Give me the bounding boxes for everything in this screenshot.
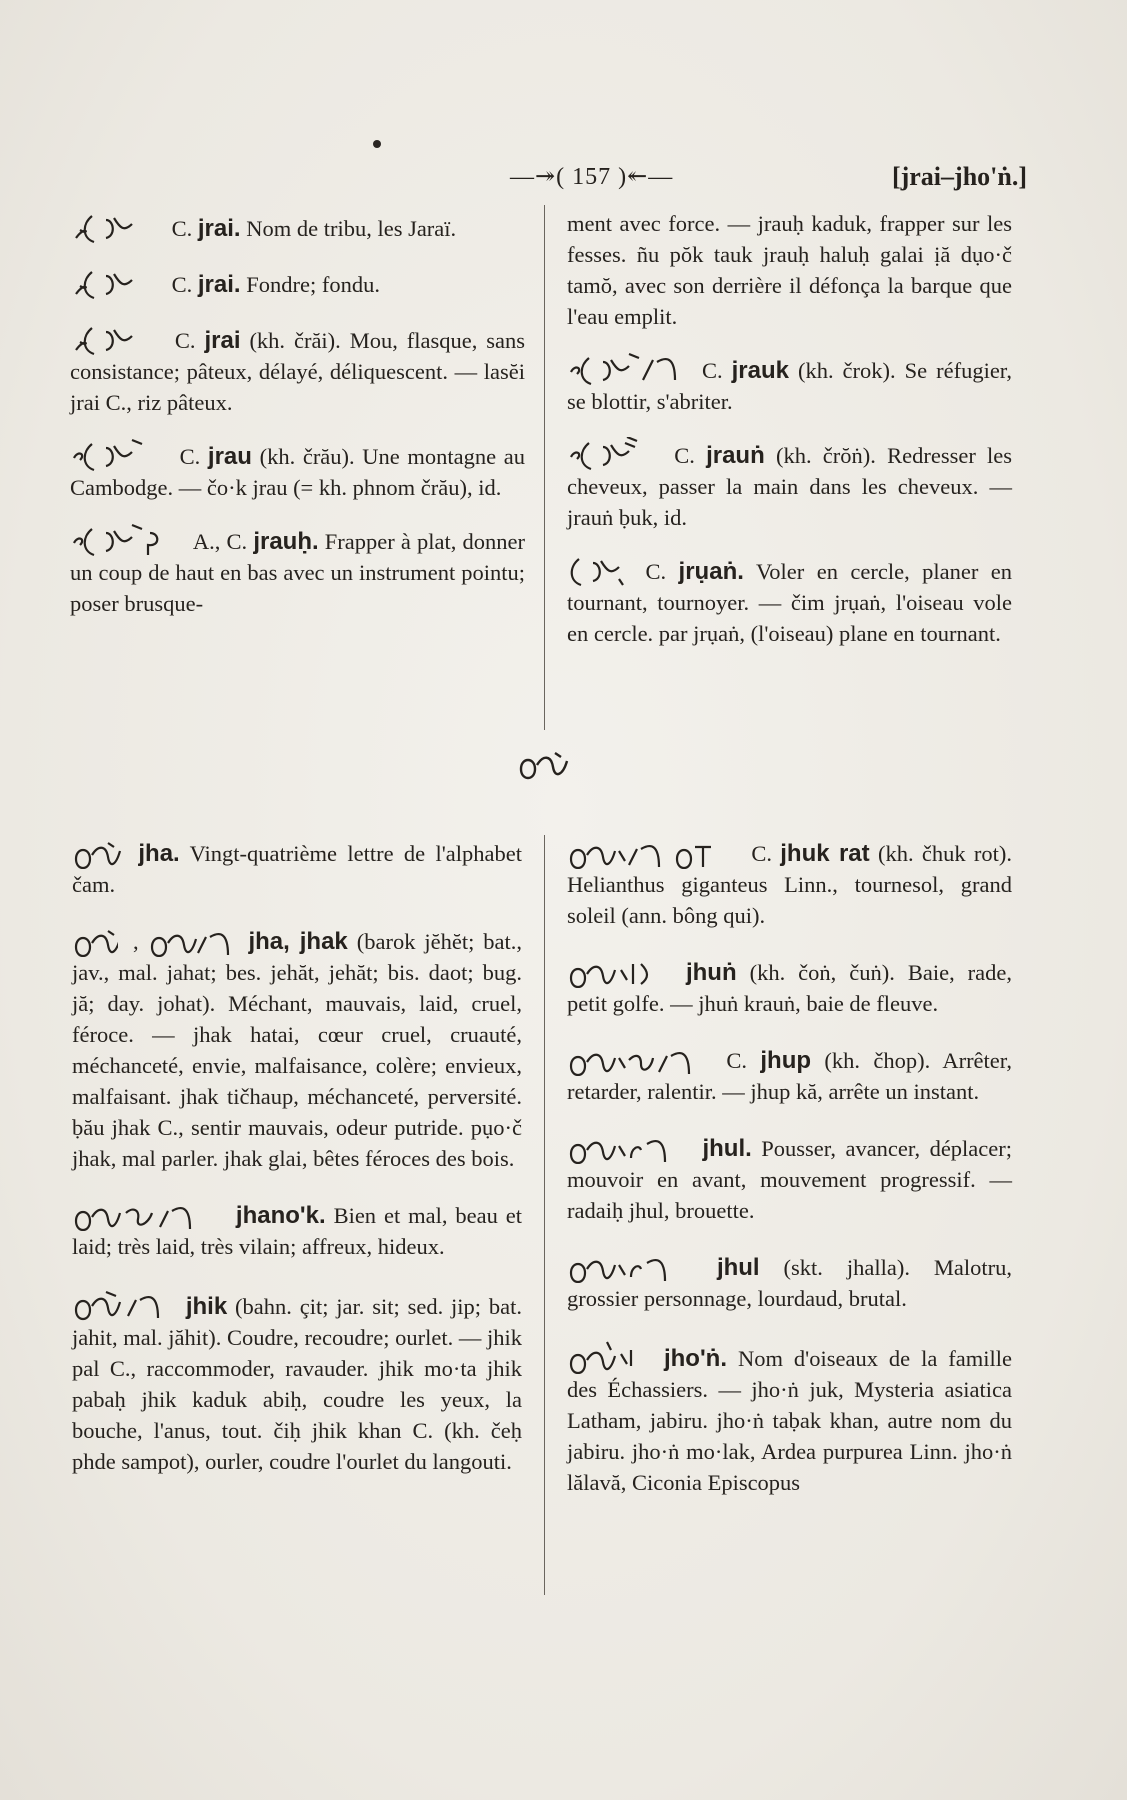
headword: jhul.	[702, 1135, 752, 1162]
definition: (kh. črău). Une montagne au Cambodge. — čo·k jrau (= kh. phnom črău), id.	[70, 444, 526, 500]
definition: (kh. črŏṅ). Redresser les cheveux, passer la main dans les cheveux. — jrauṅ ḅuk, id.	[567, 443, 1013, 530]
cham-script-glyph	[72, 1201, 222, 1231]
section-separator-glyph	[515, 745, 575, 785]
column-rule-bottom	[544, 835, 545, 1595]
cham-script-glyph	[567, 1253, 687, 1283]
cham-script-glyph	[567, 839, 737, 869]
definition: Pousser, avancer, déplacer; mouvoir en avant, mouvement progressif. — radaiḥ jhul, brouette.	[567, 1136, 1013, 1223]
entry	[567, 1045, 1012, 1107]
entry	[70, 210, 525, 244]
entry	[70, 438, 525, 503]
headword: jha, jhak	[248, 928, 348, 955]
entry	[567, 352, 1012, 417]
entry	[567, 838, 1012, 931]
entry	[72, 1200, 522, 1262]
entry	[70, 266, 525, 300]
column-bottom-right	[567, 838, 1012, 1524]
definition: (kh. čhuk rot). Helianthus giganteus Linn., tournesol, grand soleil (ann. bông qui).	[567, 841, 1013, 928]
headword: jrai	[204, 327, 241, 354]
origin: C.	[179, 444, 201, 469]
cham-script-glyph	[72, 1288, 172, 1322]
headword: jhik	[185, 1293, 228, 1320]
entry	[72, 1288, 522, 1477]
cham-script-glyph	[567, 1340, 647, 1374]
origin: C.	[171, 216, 193, 241]
definition: (bahn. çit; jar. sit; sed. jip; bat. jahit, mal. jăhit). Coudre, recoudre; ourlet. — jhik pal C., raccommoder, ravauder. jhik mo·ta jhik pabaḥ jhik kaduk abiḥ, coudre les yeux, la bouche, l'anus, tout. čiḥ jhik khan C. (kh. čeḥ phde sampot), ourler, coudre l'ourlet du langouti.	[72, 1294, 523, 1474]
definition: (kh. črok). Se réfugier, se blottir, s'abriter.	[567, 358, 1013, 414]
definition: ment avec force. — jrauḥ kaduk, frapper sur les fesses. ñu pŏk tauk jrauḥ haluḥ galai ịă dụo·č tamŏ, avec son derrière il défonça la barque que l'eau emplit.	[567, 211, 1012, 329]
entry	[72, 838, 522, 900]
cham-script-glyph	[70, 322, 160, 356]
ink-speck	[373, 140, 381, 148]
origin: C.	[726, 1048, 747, 1073]
cham-script-glyph	[567, 553, 627, 587]
headword: jrauk	[731, 357, 789, 384]
entry	[567, 1340, 1012, 1498]
definition: (skt. jhalla). Malotru, grossier personnage, lourdaud, brutal.	[567, 1255, 1012, 1311]
definition: Bien et mal, beau et laid; très laid, très vilain; affreux, hideux.	[72, 1203, 523, 1259]
headword: jhuk rat	[780, 840, 870, 867]
definition: (kh. čhop). Arrêter, retarder, ralentir. — jhup kă, arrête un instant.	[567, 1048, 1012, 1104]
origin: C.	[645, 559, 667, 584]
definition: Frapper à plat, donner un coup de haut en bas avec un instrument pointu; poser brusque-	[70, 529, 526, 616]
headword: jrụaṅ.	[678, 558, 744, 585]
cham-script-glyph	[70, 210, 160, 244]
origin: C.	[701, 358, 723, 383]
headword: jrau	[207, 443, 252, 470]
entry	[70, 523, 525, 619]
definition: (barok jĕhĕt; bat., jav., mal. jahat; bes. jehăt, jehăt; bis. daot; bug. jă; day. johat). Méchant, mauvais, laid, cruel, féroce. — jhak hatai, cœur cruel, cruauté, méchanceté, envie, malfaisance, colère; envieux, malfaisant. jhak tičhaup, méchanceté, perversité. ḅău jhak C., sentir mauvais, odeur putride. pụo·č jhak, mal parler. jhak glai, bêtes féroces des bois.	[72, 929, 523, 1171]
cham-script-glyph	[72, 927, 118, 957]
entry	[72, 926, 522, 1174]
headword: jhul	[716, 1254, 760, 1281]
entry	[567, 553, 1012, 649]
entry	[567, 957, 1012, 1019]
definition: (kh. črăi). Mou, flasque, sans consistance; pâteux, délayé, déliquescent. — lasĕi jrai C., riz pâteux.	[70, 328, 526, 415]
cham-script-glyph	[567, 437, 657, 471]
origin: C.	[674, 443, 695, 468]
headword: jrai.	[197, 271, 241, 298]
headword: jhup	[760, 1047, 812, 1074]
column-top-left	[70, 210, 525, 645]
entry	[567, 1133, 1012, 1226]
definition: Nom d'oiseaux de la famille des Échassiers. — jho·ṅ juk, Mysteria asiatica Latham, jabiru. jho·ṅ taḅak khan, autre nom du jabiru. jho·ṅ mo·lak, Ardea purpurea Linn. jho·ṅ lălavă, Ciconia Episcopus	[567, 1346, 1013, 1495]
headword: jho'ṅ.	[663, 1345, 727, 1372]
definition: Fondre; fondu.	[246, 272, 380, 297]
definition: (kh. čoṅ, čuṅ). Baie, rade, petit golfe. — jhuṅ krauṅ, baie de fleuve.	[567, 960, 1012, 1016]
cham-script-glyph	[567, 1134, 687, 1164]
headword: jrauḥ.	[253, 528, 319, 555]
separator-comma: ,	[132, 929, 139, 954]
headword: jrai.	[197, 215, 241, 242]
definition: Voler en cercle, planer en tournant, tournoyer. — čim jrụaṅ, l'oiseau vole en cercle. par jrụaṅ, (l'oiseau) plane en tournant.	[567, 559, 1013, 646]
page-header	[70, 160, 1027, 200]
entry	[567, 437, 1012, 533]
definition: Nom de tribu, les Jaraï.	[246, 216, 457, 241]
cham-script-glyph	[567, 1046, 707, 1076]
cham-script-glyph	[148, 927, 234, 957]
entry-range: [jrai–jho'ṅ.]	[891, 162, 1027, 191]
column-rule-top	[544, 205, 545, 730]
cham-script-glyph	[70, 523, 182, 557]
entry	[567, 1252, 1012, 1314]
entry-continuation	[567, 208, 1012, 332]
cham-script-glyph	[567, 958, 667, 988]
headword: jhano'k.	[235, 1202, 326, 1229]
page-number: —↠( 157 )↞—	[510, 164, 674, 190]
cham-script-glyph	[567, 352, 687, 386]
headword: jha.	[138, 840, 180, 867]
origin: A., C.	[192, 529, 248, 554]
cham-script-glyph	[70, 438, 166, 472]
cham-script-glyph	[70, 266, 160, 300]
headword: jhuṅ	[685, 959, 737, 986]
cham-script-glyph	[72, 839, 122, 869]
headword: jrauṅ	[706, 442, 765, 469]
entry	[70, 322, 525, 418]
origin: C.	[174, 328, 196, 353]
column-bottom-left	[72, 838, 522, 1503]
origin: C.	[751, 841, 772, 866]
origin: C.	[171, 272, 193, 297]
column-top-right	[567, 208, 1012, 675]
definition: Vingt-quatrième lettre de l'alphabet čam.	[72, 841, 523, 897]
